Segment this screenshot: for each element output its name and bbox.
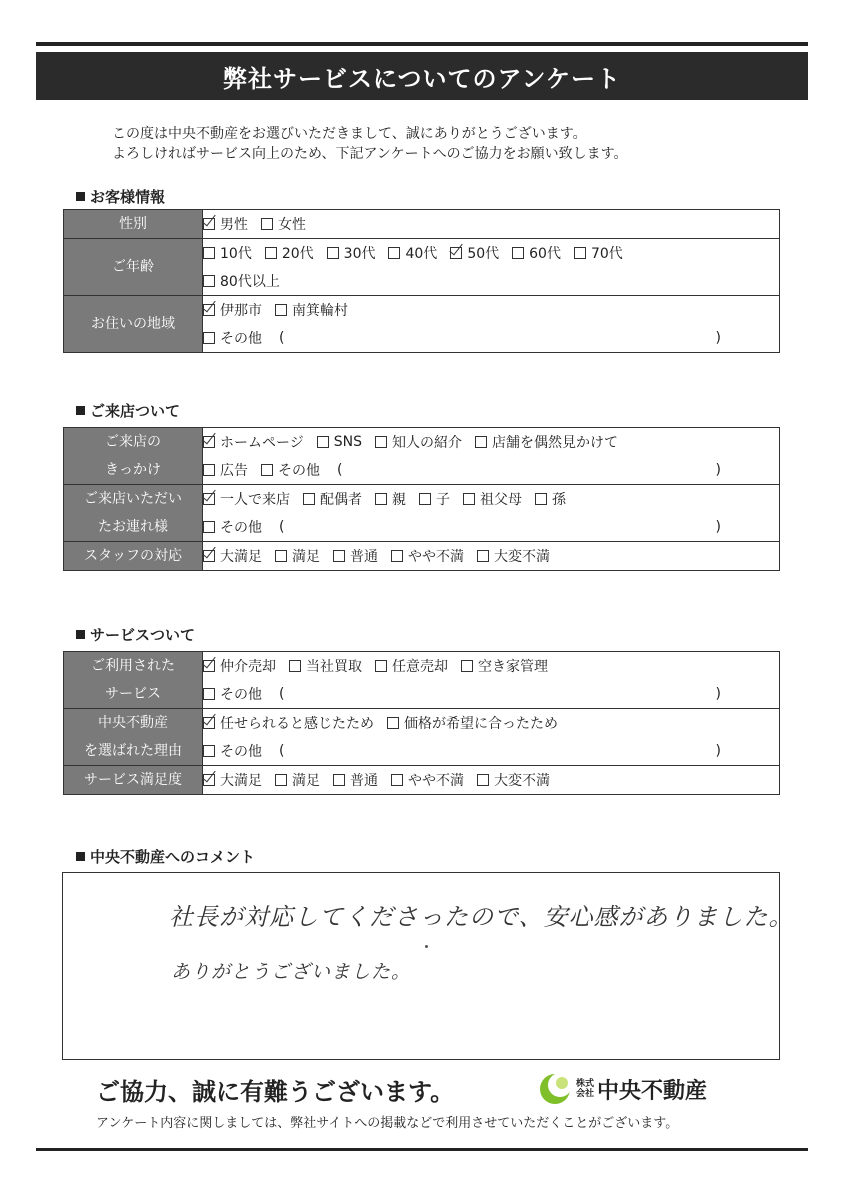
checkbox-icon[interactable] bbox=[375, 660, 387, 672]
option-label: 大満足 bbox=[220, 773, 262, 789]
row-label-text: ご来店いただい bbox=[84, 491, 182, 507]
row-label-text: サービス bbox=[105, 686, 161, 702]
section-title: ご来店ついて bbox=[90, 402, 181, 420]
row-label-text: 性別 bbox=[119, 216, 147, 232]
top-rule bbox=[36, 42, 808, 46]
row-label-text: ご利用された bbox=[91, 658, 175, 674]
checkbox-icon[interactable] bbox=[333, 774, 345, 786]
checkbox-option[interactable] bbox=[203, 741, 262, 761]
checkbox-option[interactable] bbox=[375, 656, 448, 676]
checkbox-option[interactable] bbox=[203, 300, 262, 320]
option-label: 親 bbox=[392, 492, 406, 508]
option-label: 満足 bbox=[292, 549, 320, 565]
checkbox-icon[interactable] bbox=[265, 247, 277, 259]
option-label: 普通 bbox=[350, 773, 378, 789]
customer-info-table bbox=[63, 209, 780, 353]
option-line bbox=[203, 766, 779, 794]
option-label: 70代 bbox=[590, 246, 623, 262]
option-line bbox=[203, 709, 779, 737]
checkbox-option[interactable] bbox=[535, 489, 566, 509]
row-options bbox=[203, 239, 780, 296]
checkbox-option[interactable] bbox=[303, 489, 362, 509]
other-paren-open[interactable]: ( bbox=[279, 686, 285, 702]
checkbox-option[interactable] bbox=[512, 243, 561, 263]
checkbox-option[interactable] bbox=[317, 434, 362, 450]
checkbox-icon[interactable] bbox=[275, 774, 287, 786]
checkbox-option[interactable] bbox=[289, 656, 362, 676]
option-label: その他 bbox=[220, 687, 262, 703]
checkbox-icon[interactable] bbox=[203, 688, 215, 700]
option-line bbox=[203, 267, 779, 295]
checkbox-icon[interactable] bbox=[203, 464, 215, 476]
form-row bbox=[64, 652, 780, 709]
form-row bbox=[64, 296, 780, 353]
checked-box-icon[interactable] bbox=[450, 247, 462, 259]
option-label: 20代 bbox=[281, 246, 314, 262]
intro-text bbox=[112, 124, 627, 164]
checkbox-icon[interactable] bbox=[333, 550, 345, 562]
checkbox-option[interactable] bbox=[203, 489, 290, 509]
row-label bbox=[64, 485, 203, 542]
option-label: その他 bbox=[220, 520, 262, 536]
other-paren-open[interactable]: ( bbox=[337, 462, 343, 478]
checkbox-option[interactable] bbox=[477, 770, 550, 790]
checkbox-icon[interactable] bbox=[203, 745, 215, 757]
row-label-text: きっかけ bbox=[105, 462, 161, 478]
checkbox-option[interactable] bbox=[265, 243, 314, 263]
checkbox-icon[interactable] bbox=[275, 304, 287, 316]
option-label: 満足 bbox=[292, 773, 320, 789]
checkbox-icon[interactable] bbox=[475, 436, 487, 448]
option-label: 当社買取 bbox=[306, 659, 362, 675]
checked-box-icon[interactable] bbox=[203, 493, 215, 505]
service-info-table bbox=[63, 651, 780, 795]
other-paren-open[interactable]: ( bbox=[279, 330, 285, 346]
checkbox-option[interactable] bbox=[391, 770, 464, 790]
option-label: 店舗を偶然見かけて bbox=[491, 435, 618, 451]
checkbox-icon[interactable] bbox=[391, 550, 403, 562]
section-heading-service bbox=[76, 624, 195, 645]
option-line bbox=[203, 542, 779, 570]
checkbox-option[interactable] bbox=[463, 489, 522, 509]
option-label: ホームページ bbox=[220, 435, 304, 451]
stray-dot bbox=[425, 945, 428, 948]
option-label: 伊那市 bbox=[220, 303, 262, 319]
option-label: 広告 bbox=[220, 463, 248, 479]
checkbox-icon[interactable] bbox=[203, 521, 215, 533]
checkbox-icon[interactable] bbox=[261, 218, 273, 230]
row-label-text: ご来店の bbox=[105, 434, 161, 450]
checkbox-option[interactable] bbox=[391, 546, 464, 566]
row-options bbox=[203, 766, 780, 795]
option-label: 50代 bbox=[467, 246, 500, 262]
option-line bbox=[203, 485, 779, 513]
checkbox-option[interactable] bbox=[477, 546, 550, 566]
option-label: 大変不満 bbox=[494, 773, 550, 789]
other-paren-open[interactable]: ( bbox=[279, 743, 285, 759]
section-title: サービスついて bbox=[90, 626, 196, 644]
checkbox-option[interactable] bbox=[203, 243, 252, 263]
checked-box-icon[interactable] bbox=[203, 436, 215, 448]
option-label: 任せられると感じたため bbox=[220, 716, 374, 732]
option-label: 南箕輪村 bbox=[292, 303, 348, 319]
other-paren-close: ) bbox=[715, 519, 721, 535]
option-label: 大変不満 bbox=[494, 549, 550, 565]
option-line bbox=[203, 513, 779, 541]
checkbox-icon[interactable] bbox=[512, 247, 524, 259]
checked-box-icon[interactable] bbox=[203, 774, 215, 786]
square-bullet-icon bbox=[76, 630, 85, 639]
checkbox-option[interactable] bbox=[203, 214, 248, 234]
checkbox-option[interactable] bbox=[203, 271, 280, 291]
thanks-message: ご協力、誠に有難うございます。 bbox=[96, 1078, 455, 1106]
row-label-text: 中央不動産 bbox=[98, 715, 168, 731]
checkbox-option[interactable] bbox=[375, 489, 406, 509]
checkbox-option[interactable] bbox=[261, 214, 306, 234]
option-label: SNS bbox=[333, 434, 362, 450]
checkbox-option[interactable] bbox=[203, 460, 248, 480]
checkbox-icon[interactable] bbox=[387, 717, 399, 729]
row-label bbox=[64, 709, 203, 766]
option-label: 80代以上 bbox=[220, 274, 280, 290]
form-row bbox=[64, 239, 780, 296]
checkbox-option[interactable] bbox=[333, 770, 378, 790]
other-paren-close: ) bbox=[715, 686, 721, 702]
checkbox-option[interactable] bbox=[475, 432, 618, 452]
section-title: 中央不動産へのコメント bbox=[90, 848, 256, 866]
row-label bbox=[64, 542, 203, 571]
row-label-text: たお連れ様 bbox=[98, 519, 168, 535]
option-label: 祖父母 bbox=[480, 492, 522, 508]
checkbox-option[interactable] bbox=[275, 300, 348, 320]
option-line bbox=[203, 456, 779, 484]
row-options bbox=[203, 296, 780, 353]
row-options bbox=[203, 210, 780, 239]
checkbox-icon[interactable] bbox=[477, 550, 489, 562]
checkbox-option[interactable] bbox=[203, 656, 276, 676]
option-label: 40代 bbox=[405, 246, 438, 262]
checkbox-option[interactable] bbox=[203, 328, 262, 348]
checkbox-icon[interactable] bbox=[461, 660, 473, 672]
row-label-text: ご年齢 bbox=[112, 259, 154, 275]
checkbox-option[interactable] bbox=[327, 243, 376, 263]
checkbox-option[interactable] bbox=[333, 546, 378, 566]
option-label: 普通 bbox=[350, 549, 378, 565]
option-line bbox=[203, 324, 779, 352]
square-bullet-icon bbox=[76, 852, 85, 861]
comment-line: ありがとうございました。 bbox=[171, 961, 412, 983]
option-line bbox=[203, 652, 779, 680]
option-label: 30代 bbox=[343, 246, 376, 262]
checkbox-option[interactable] bbox=[275, 546, 320, 566]
option-line bbox=[203, 737, 779, 765]
checkbox-option[interactable] bbox=[203, 713, 374, 733]
option-label: その他 bbox=[278, 463, 320, 479]
option-label: 男性 bbox=[220, 217, 248, 233]
company-logo bbox=[538, 1072, 707, 1106]
checked-box-icon[interactable] bbox=[203, 660, 215, 672]
option-label: 価格が希望に合ったため bbox=[404, 716, 558, 732]
checkbox-option[interactable] bbox=[375, 432, 462, 452]
checked-box-icon[interactable] bbox=[203, 218, 215, 230]
row-options bbox=[203, 542, 780, 571]
intro-line: この度は中央不動産をお選びいただきまして、誠にありがとうございます。 bbox=[112, 126, 587, 142]
checkbox-icon[interactable] bbox=[203, 332, 215, 344]
section-heading-visit bbox=[76, 400, 180, 421]
option-label: やや不満 bbox=[408, 773, 464, 789]
form-row bbox=[64, 428, 780, 485]
option-line bbox=[203, 296, 779, 324]
checkbox-option[interactable] bbox=[387, 713, 558, 733]
option-label: その他 bbox=[220, 331, 262, 347]
option-label: 60代 bbox=[529, 246, 561, 262]
checkbox-icon[interactable] bbox=[375, 493, 387, 505]
checkbox-option[interactable] bbox=[574, 243, 623, 263]
checkbox-icon[interactable] bbox=[574, 247, 586, 259]
option-label: その他 bbox=[220, 744, 262, 760]
checkbox-option[interactable] bbox=[203, 770, 262, 790]
row-label-text: お住いの地域 bbox=[91, 316, 175, 332]
checked-box-icon[interactable] bbox=[203, 717, 215, 729]
row-label-text: サービス満足度 bbox=[84, 772, 182, 788]
other-paren-close: ) bbox=[715, 462, 721, 478]
option-line bbox=[203, 680, 779, 708]
option-label: 子 bbox=[436, 492, 450, 508]
option-label: 孫 bbox=[552, 492, 566, 508]
option-line bbox=[203, 210, 779, 238]
section-title: お客様情報 bbox=[90, 188, 166, 206]
crescent-logo-icon bbox=[538, 1072, 572, 1106]
section-heading-comment bbox=[76, 846, 255, 867]
checkbox-icon[interactable] bbox=[327, 247, 339, 259]
row-options bbox=[203, 709, 780, 766]
square-bullet-icon bbox=[76, 192, 85, 201]
survey-title: 弊社サービスについてのアンケート bbox=[36, 52, 808, 100]
option-label: 一人で来店 bbox=[220, 492, 290, 508]
row-label bbox=[64, 652, 203, 709]
square-bullet-icon bbox=[76, 406, 85, 415]
comment-box[interactable] bbox=[62, 872, 794, 1060]
option-label: 10代 bbox=[220, 246, 252, 262]
row-label bbox=[64, 296, 203, 353]
other-paren-close: ) bbox=[715, 330, 721, 346]
checkbox-option[interactable] bbox=[419, 489, 450, 509]
option-line bbox=[203, 428, 779, 456]
checkbox-option[interactable] bbox=[461, 656, 548, 676]
option-label: 空き家管理 bbox=[478, 659, 548, 675]
checkbox-icon[interactable] bbox=[261, 464, 273, 476]
row-options bbox=[203, 485, 780, 542]
row-label-text: を選ばれた理由 bbox=[84, 743, 182, 759]
checkbox-option[interactable] bbox=[203, 432, 304, 452]
option-label: 女性 bbox=[278, 217, 306, 233]
checkbox-icon[interactable] bbox=[289, 660, 301, 672]
row-label bbox=[64, 210, 203, 239]
checkbox-option[interactable] bbox=[388, 243, 437, 263]
checked-box-icon[interactable] bbox=[203, 304, 215, 316]
checkbox-icon[interactable] bbox=[419, 493, 431, 505]
company-prefix: 株式 会社 bbox=[576, 1079, 595, 1099]
option-label: 仲介売却 bbox=[220, 659, 276, 675]
checkbox-option[interactable] bbox=[275, 770, 320, 790]
form-row bbox=[64, 766, 780, 795]
checkbox-option[interactable] bbox=[261, 460, 320, 480]
form-row bbox=[64, 542, 780, 571]
checkbox-option[interactable] bbox=[203, 684, 262, 704]
row-options bbox=[203, 428, 780, 485]
other-paren-close: ) bbox=[715, 743, 721, 759]
visit-info-table bbox=[63, 427, 780, 571]
option-line bbox=[203, 239, 779, 267]
checkbox-option[interactable] bbox=[203, 546, 262, 566]
row-options bbox=[203, 652, 780, 709]
option-label: 配偶者 bbox=[320, 492, 362, 508]
other-paren-open[interactable]: ( bbox=[279, 519, 285, 535]
checkbox-option[interactable] bbox=[203, 517, 262, 537]
row-label bbox=[64, 428, 203, 485]
section-heading-customer bbox=[76, 186, 165, 207]
row-label-text: スタッフの対応 bbox=[84, 548, 182, 564]
checkbox-icon[interactable] bbox=[275, 550, 287, 562]
form-row bbox=[64, 485, 780, 542]
intro-line: よろしければサービス向上のため、下記アンケートへのご協力をお願い致します。 bbox=[112, 146, 628, 162]
checkbox-icon[interactable] bbox=[203, 247, 215, 259]
option-label: 大満足 bbox=[220, 549, 262, 565]
option-label: 任意売却 bbox=[392, 659, 448, 675]
checkbox-icon[interactable] bbox=[388, 247, 400, 259]
row-label bbox=[64, 239, 203, 296]
checkbox-icon[interactable] bbox=[535, 493, 547, 505]
checkbox-icon[interactable] bbox=[463, 493, 475, 505]
checkbox-icon[interactable] bbox=[203, 275, 215, 287]
checkbox-icon[interactable] bbox=[317, 436, 329, 448]
checked-box-icon[interactable] bbox=[203, 550, 215, 562]
option-label: やや不満 bbox=[408, 549, 464, 565]
row-label bbox=[64, 766, 203, 795]
checkbox-icon[interactable] bbox=[303, 493, 315, 505]
form-row bbox=[64, 709, 780, 766]
usage-note: アンケート内容に関しましては、弊社サイトへの掲載などで利用させていただくことがございます。 bbox=[96, 1116, 679, 1131]
comment-line: 社長が対応してくださったので、安心感がありました。 bbox=[169, 903, 794, 931]
bottom-rule bbox=[36, 1148, 808, 1151]
option-label: 知人の紹介 bbox=[391, 435, 462, 451]
checkbox-icon[interactable] bbox=[375, 436, 387, 448]
checkbox-icon[interactable] bbox=[477, 774, 489, 786]
checkbox-option[interactable] bbox=[450, 243, 499, 263]
checkbox-icon[interactable] bbox=[391, 774, 403, 786]
company-name: 中央不動産 bbox=[597, 1078, 708, 1104]
form-row bbox=[64, 210, 780, 239]
